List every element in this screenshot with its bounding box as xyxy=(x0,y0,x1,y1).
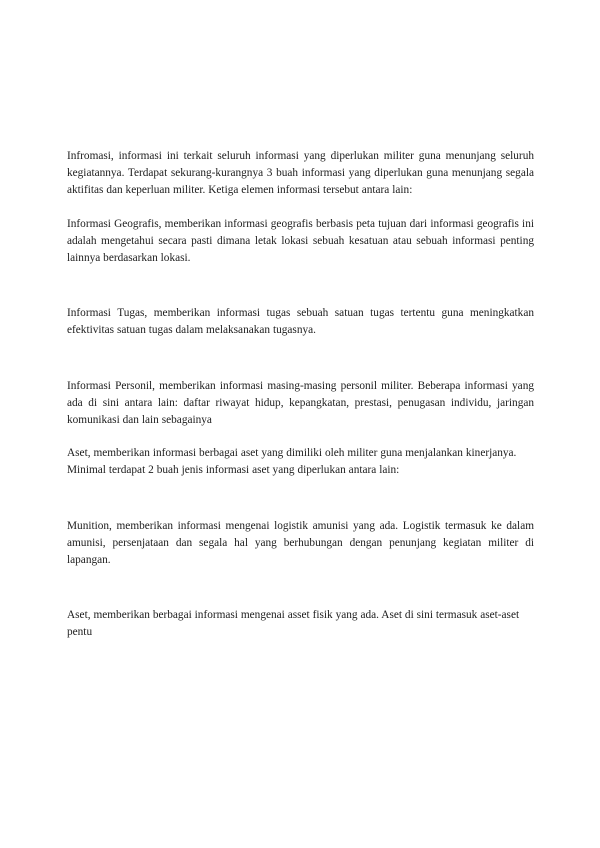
paragraph-munition: Munition, memberikan informasi mengenai logistik amunisi yang ada. Logistik termasuk ke dalam amunisi, persenjataan dan segala hal yang berhubungan dengan penunjang kegiatan militer di lapangan. xyxy=(67,519,534,567)
paragraph-spacer xyxy=(67,340,534,378)
paragraph-informasi-geografis: Informasi Geografis, memberikan informasi geografis berbasis peta tujuan dari informasi geografis ini adalah mengetahui secara pasti dimana letak lokasi sebuah kesatuan atau sebuah informasi penting lainnya berdasarkan lokasi. xyxy=(67,217,534,265)
paragraph-aset-intro: Aset, memberikan informasi berbagai aset yang dimiliki oleh militer guna menjalankan kinerjanya. Minimal terdapat 2 buah jenis informasi aset yang diperlukan antara lain: xyxy=(67,447,517,477)
paragraph-infromasi: Infromasi, informasi ini terkait seluruh informasi yang diperlukan militer guna menunjang seluruh kegiatannya. Terdapat sekurang-kurangnya 3 buah informasi yang diperlukan guna menunjang segala aktifitas dan keperluan militer. Ketiga elemen informasi tersebut antara lain: xyxy=(67,150,534,197)
paragraph-aset-fisik: Aset, memberikan berbagai informasi mengenai asset fisik yang ada. Aset di sini termasuk aset-aset pentu xyxy=(67,609,520,639)
paragraph-spacer xyxy=(67,200,534,216)
paragraph-spacer xyxy=(67,429,534,445)
paragraph-spacer xyxy=(67,267,534,305)
document-text-column xyxy=(67,148,534,642)
paragraph-spacer xyxy=(67,480,534,518)
paragraph-informasi-tugas: Informasi Tugas, memberikan informasi tugas sebuah satuan tugas tertentu guna meningkatkan efektivitas satuan tugas dalam melaksanakan tugasnya. xyxy=(67,307,534,337)
paragraph-spacer xyxy=(67,569,534,607)
paragraph-informasi-personil: Informasi Personil, memberikan informasi masing-masing personil militer. Beberapa informasi yang ada di sini antara lain: daftar riwayat hidup, kepangkatan, prestasi, penugasan individu, jaringan komunikasi dan lain sebagainya xyxy=(67,379,534,427)
